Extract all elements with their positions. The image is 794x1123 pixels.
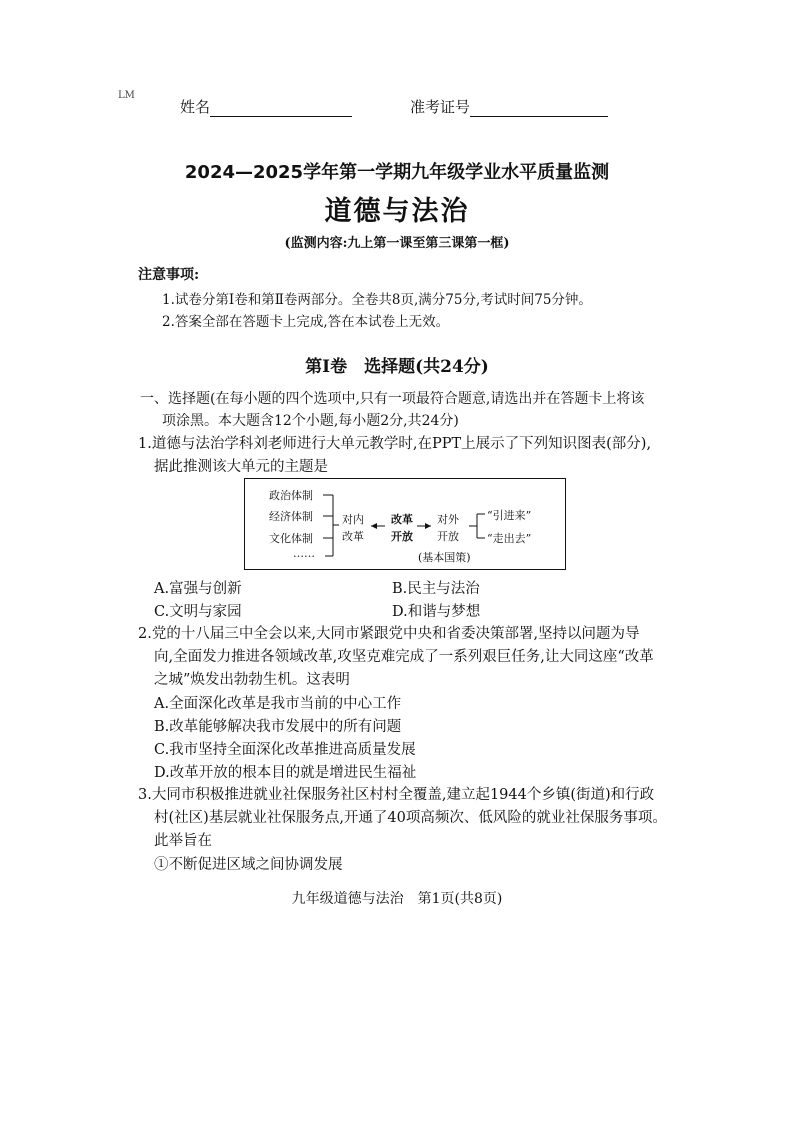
section-intro: 项涂黑。本大题含12个小题,每小题2分,共24分) <box>162 413 459 429</box>
question-2-option-a: A.全面深化改革是我市当前的中心工作 <box>154 696 402 712</box>
question-1-option-c: C.文明与家园 <box>154 604 242 620</box>
notice-item: 1.试卷分第Ⅰ卷和第Ⅱ卷两部分。全卷共8页,满分75分,考试时间75分钟。 <box>162 292 592 308</box>
notice-title: 注意事项: <box>138 267 200 283</box>
subject-title: 道德与法治 <box>324 196 470 227</box>
diagram-outer-bottom: 开放 <box>437 530 459 543</box>
diagram-center-bottom: 开放 <box>391 530 413 543</box>
knowledge-diagram <box>244 478 566 570</box>
question-3-stem: 村(社区)基层就业社保服务点,开通了40项高频次、低风险的就业社保服务事项。 <box>154 810 667 826</box>
diagram-inner-bottom: 改革 <box>342 530 364 543</box>
exam-number-blank[interactable] <box>470 100 608 117</box>
question-2-option-d: D.改革开放的根本目的就是增进民生福祉 <box>154 765 417 781</box>
question-2-stem: 之城”焕发出勃勃生机。这表明 <box>154 672 350 688</box>
diagram-center-top: 改革 <box>391 513 413 526</box>
exam-number-field[interactable] <box>410 96 608 118</box>
section-intro: 一、选择题(在每小题的四个选项中,只有一项最符合题意,请选出并在答题卡上将该 <box>140 391 645 407</box>
diagram-right-item: “走出去” <box>487 532 532 545</box>
question-3-stem: 此举旨在 <box>154 833 212 849</box>
section-title: 第Ⅰ卷 选择题(共24分) <box>305 357 489 377</box>
diagram-center-note: (基本国策) <box>418 551 471 564</box>
question-1-stem: 据此推测该大单元的主题是 <box>154 459 328 475</box>
question-1-option-d: D.和谐与梦想 <box>392 604 481 620</box>
diagram-left-item: …… <box>293 547 315 560</box>
exam-title: 2024—2025学年第一学期九年级学业水平质量监测 <box>184 162 610 183</box>
question-1-stem: 1.道德与法治学科刘老师进行大单元教学时,在PPT上展示了下列知识图表(部分), <box>138 436 652 452</box>
diagram-inner-top: 对内 <box>342 513 364 526</box>
question-2-option-c: C.我市坚持全面深化改革推进高质量发展 <box>154 742 416 758</box>
diagram-outer-top: 对外 <box>437 513 459 526</box>
exam-scope: (监测内容:九上第一课至第三课第一框) <box>284 236 510 251</box>
page-footer: 九年级道德与法治 第1页(共8页) <box>291 891 503 907</box>
exam-number-label: 准考证号 <box>410 98 471 116</box>
question-1-option-a: A.富强与创新 <box>154 581 242 597</box>
diagram-left-item: 经济体制 <box>269 510 313 523</box>
corner-mark: LM <box>118 90 135 101</box>
question-2-stem: 2.党的十八届三中全会以来,大同市紧跟党中央和省委决策部署,坚持以问题为导 <box>138 626 640 642</box>
diagram-left-item: 政治体制 <box>269 489 313 502</box>
question-3-item: ①不断促进区域之间协调发展 <box>154 857 343 873</box>
question-3-stem: 3.大同市积极推进就业社保服务社区村村全覆盖,建立起1944个乡镇(街道)和行政 <box>138 787 655 803</box>
name-blank[interactable] <box>210 100 352 117</box>
name-label: 姓名 <box>180 98 211 116</box>
question-1-option-b: B.民主与法治 <box>392 581 480 597</box>
question-2-option-b: B.改革能够解决我市发展中的所有问题 <box>154 719 402 735</box>
name-field[interactable] <box>180 96 352 118</box>
notice-item: 2.答案全部在答题卡上完成,答在本试卷上无效。 <box>162 314 450 330</box>
diagram-right-item: “引进来” <box>487 509 532 522</box>
diagram-left-item: 文化体制 <box>269 532 313 545</box>
question-2-stem: 向,全面发力推进各领域改革,攻坚克难完成了一系列艰巨任务,让大同这座“改革 <box>154 649 654 665</box>
